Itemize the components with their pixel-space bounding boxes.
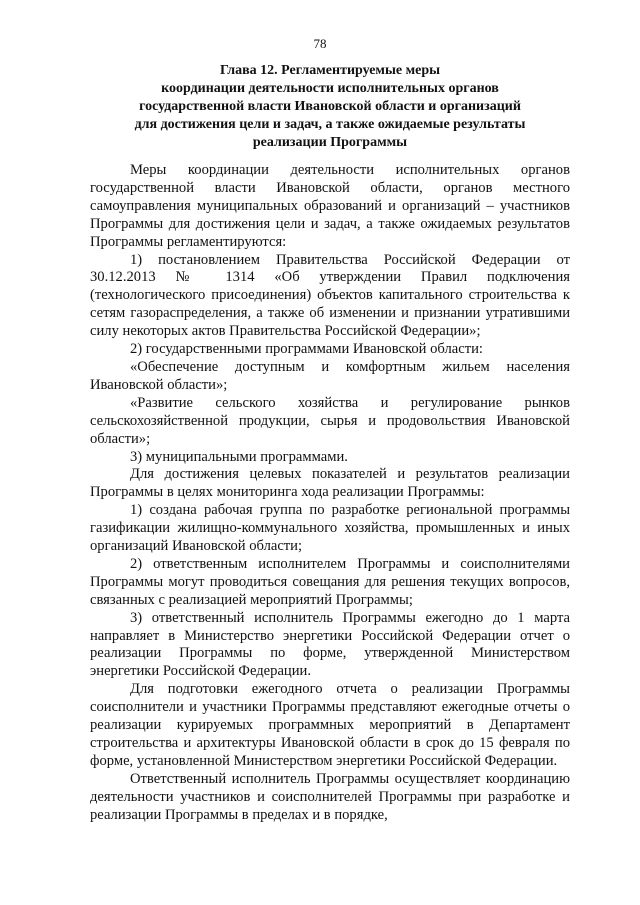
heading-line: государственной власти Ивановской области и организаций <box>139 99 521 114</box>
paragraph: Для подготовки ежегодного отчета о реализации Программы соисполнители и участники Программы представляют ежегодные отчеты о реализации курируемых программных мероприятий в Департамент строительства и архитектуры Ивановской области в срок до 15 февраля по форме, установленной Министерством энергетики Российской Федерации. <box>90 681 570 769</box>
paragraph: Меры координации деятельности исполнительных органов государственной власти Ивановской области, органов местного самоуправления муниципальных образований и организаций – участников Программы для достижения цели и задач, а также ожидаемых результатов Программы регламентируются: <box>90 162 570 250</box>
paragraph: Для достижения целевых показателей и результатов реализации Программы в целях мониторинга хода реализации Программы: <box>90 466 570 501</box>
paragraph: 1) постановлением Правительства Российской Федерации от 30.12.2013 № 1314 «Об утверждении Правил подключения (технологического присоединения) объектов капитального строительства к сетям газораспределения, а также об изменении и признании утратившими силу некоторых актов Правительства Российской Федерации»; <box>90 251 570 340</box>
paragraph: 2) ответственным исполнителем Программы и соисполнителями Программы могут проводиться совещания для решения текущих вопросов, связанных с реализацией мероприятий Программы; <box>90 555 570 608</box>
body-text <box>90 162 570 825</box>
chapter-heading <box>90 62 570 152</box>
paragraph: 1) создана рабочая группа по разработке региональной программы газификации жилищно-коммунального хозяйства, промышленных и иных организаций Ивановской области; <box>90 502 570 555</box>
paragraph: «Обеспечение доступным и комфортным жильем населения Ивановской области»; <box>90 358 570 393</box>
paragraph: «Развитие сельского хозяйства и регулирование рынков сельскохозяйственной продукции, сырья и продовольствия Ивановской области»; <box>90 394 570 447</box>
paragraph: 2) государственными программами Ивановской области: <box>130 341 483 358</box>
heading-line: для достижения цели и задач, а также ожидаемые результаты <box>134 117 526 132</box>
paragraph: Ответственный исполнитель Программы осуществляет координацию деятельности участников и соисполнителей Программы при разработке и реализации Программы в пределах и в порядке, <box>90 770 570 823</box>
heading-line: координации деятельности исполнительных органов <box>161 81 499 96</box>
paragraph: 3) ответственный исполнитель Программы ежегодно до 1 марта направляет в Министерство энергетики Российской Федерации отчет о реализации Программы по форме, утвержденной Министерством энергетики Российской Федерации. <box>90 609 570 680</box>
page-number: 78 <box>313 36 327 51</box>
heading-line: Глава 12. Регламентируемые меры <box>219 63 441 78</box>
paragraph: 3) муниципальными программами. <box>130 448 348 465</box>
heading-line: реализации Программы <box>252 135 408 150</box>
